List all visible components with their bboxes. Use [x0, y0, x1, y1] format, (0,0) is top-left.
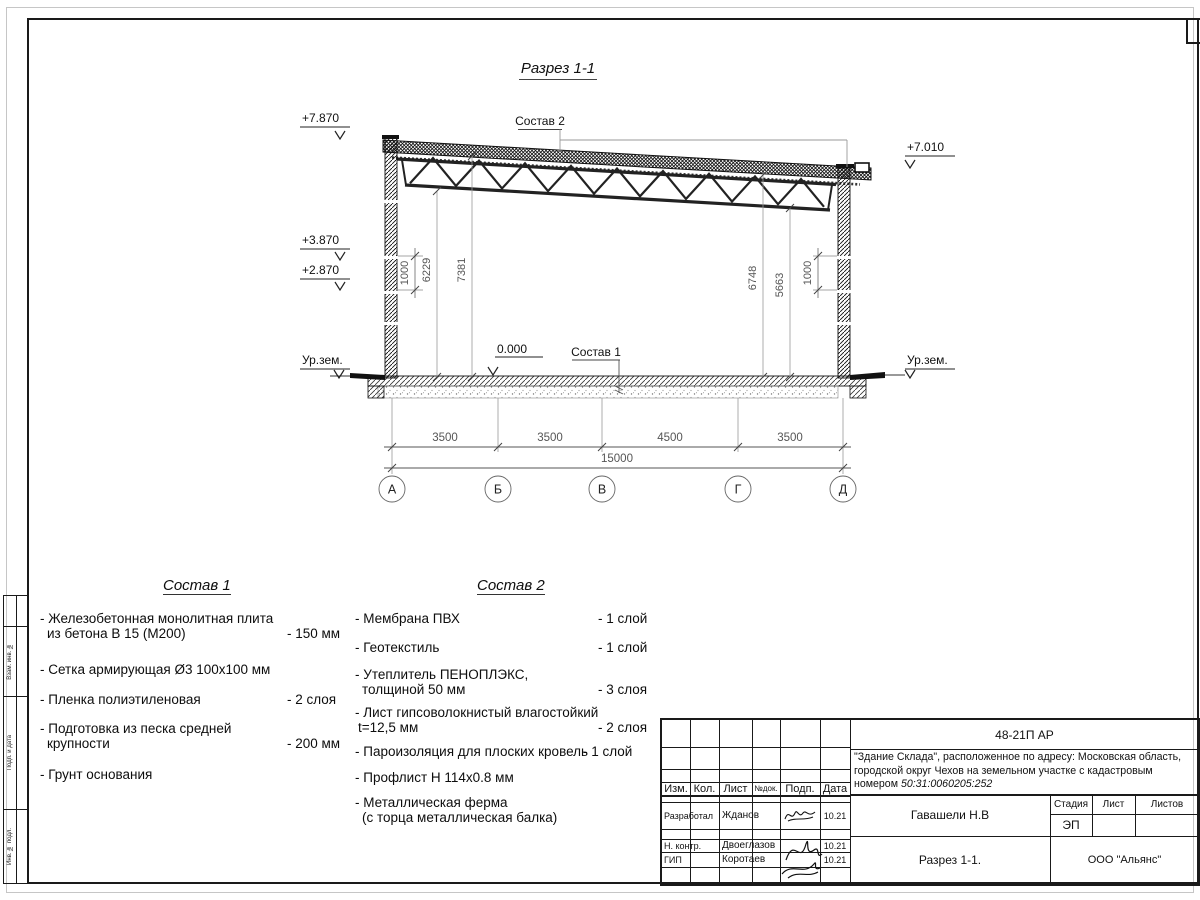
signature-gip [778, 832, 824, 882]
tb-line [662, 747, 850, 748]
dim-span-1: 3500 [432, 432, 458, 444]
left-wall-cap [382, 135, 399, 139]
sostav1-list [40, 578, 370, 782]
tb-name: Коротаев [722, 854, 766, 865]
axis-g: Г [734, 482, 742, 497]
tb-role: Н. контр. [664, 840, 702, 851]
right-wall-cap [836, 164, 854, 168]
item-text: - Геотекстиль [355, 640, 440, 655]
tb-date: 10.21 [823, 854, 847, 865]
elevation-ground-left [300, 353, 350, 378]
item-text: - Металлическая ферма [355, 795, 508, 810]
elevation-floor [488, 342, 543, 375]
list-item [355, 795, 685, 825]
strip-divider [16, 596, 17, 883]
elevation-arrow [905, 370, 915, 378]
tb-line [662, 829, 850, 830]
tb-chief: Гавашели Н.В [910, 808, 990, 822]
list-item [40, 721, 370, 751]
list-item [40, 692, 370, 707]
item-value: - 1 слой [598, 640, 648, 655]
tb-role: ГИП [664, 854, 682, 865]
tb-col-izm: Изм. [664, 782, 688, 795]
dim-total: 15000 [601, 453, 633, 465]
sostav2-list [355, 578, 685, 825]
elevation-arrow [905, 160, 915, 168]
elevation-value: Ур.зем. [907, 353, 948, 367]
left-wall [382, 135, 399, 378]
elevation-value: +7.870 [302, 111, 340, 125]
left-footing [368, 386, 384, 398]
dim-left-panel: 1000 [399, 260, 411, 286]
tb-date: 10.21 [823, 840, 847, 851]
floor-assembly [330, 372, 905, 398]
strip-cell-vzam [4, 626, 16, 696]
item-text: - Лист гипсоволокнистый влагостойкий [355, 705, 599, 720]
axis-a: А [387, 482, 397, 497]
elevation-value: +3.870 [302, 233, 340, 247]
item-value: - 1 слой [583, 744, 633, 759]
item-text: - Пароизоляция для плоских кровель [355, 744, 589, 759]
elevation-arrow [335, 131, 345, 139]
item-text: - Пленка полиэтиленовая [40, 692, 201, 707]
elevation-arrow [335, 252, 345, 260]
item-text: (с торца металлическая балка) [362, 810, 558, 825]
axis-b: Б [493, 482, 503, 497]
item-value: - 150 мм [287, 626, 341, 641]
signature-razrabotal [782, 804, 818, 826]
dim-right-lower: 5663 [774, 272, 786, 298]
item-text: - Грунт основания [40, 767, 153, 782]
tb-line [662, 795, 850, 797]
item-value: - 200 мм [287, 736, 341, 751]
list-item [355, 770, 685, 785]
elevation-roof-right [905, 140, 955, 168]
section-title: Разрез 1-1 [519, 60, 597, 80]
axis-bubbles [379, 476, 856, 502]
tb-name: Жданов [722, 810, 760, 821]
item-value: - 3 слоя [598, 682, 648, 697]
elevation-roof-left [300, 111, 350, 139]
tb-date: 10.21 [823, 810, 847, 821]
elevation-wall-upper [300, 233, 350, 260]
dim-right-inner: 6748 [747, 265, 759, 291]
elevation-value: Ур.зем. [302, 353, 343, 367]
sostav1-label: Состав 1 [571, 345, 621, 359]
tb-col-list: Лист [723, 782, 748, 795]
tb-project-description [854, 751, 1196, 792]
list-item [40, 611, 370, 641]
dim-span-4: 3500 [777, 432, 803, 444]
list-item [355, 744, 685, 759]
item-text: - Железобетонная монолитная плита [40, 611, 274, 626]
dim-left-inner: 6229 [421, 257, 433, 283]
sand-layer [378, 386, 838, 398]
tb-sheet-label: Лист [1102, 798, 1125, 810]
elevation-wall-lower [300, 263, 350, 290]
list-item [40, 662, 370, 677]
strip-cell-podp [4, 696, 16, 809]
item-value: - 1 слой [598, 611, 648, 626]
item-text: из бетона В 15 (М200) [47, 626, 186, 641]
cadastral-number: 50:31:0060205:252 [900, 778, 993, 790]
item-value: - 2 слоя [598, 720, 648, 735]
tb-col-ndok: №док. [754, 784, 778, 793]
list-item [355, 611, 685, 626]
tb-stage-value: ЭП [1062, 818, 1080, 832]
tb-doc-code: 48-21П АР [995, 727, 1054, 742]
tb-sheets-label: Листов [1150, 798, 1184, 810]
elevation-arrow [488, 367, 498, 375]
project-line: "Здание Склада", расположенное по адресу: Московская область, [854, 751, 1182, 763]
tb-col-data: Дата [822, 782, 848, 795]
sostav2-heading: Состав 2 [477, 577, 545, 594]
right-ground-wedge [850, 372, 885, 380]
list-item [40, 767, 370, 782]
item-text: толщиной 50 мм [362, 682, 466, 697]
strip-cell-inv [4, 809, 16, 883]
tb-doc-title: Разрез 1-1. [918, 853, 982, 867]
elevation-ground-right [905, 353, 955, 378]
item-text: - Мембрана ПВХ [355, 611, 460, 626]
elevation-value: +2.870 [302, 263, 340, 277]
tb-col-podp: Подп. [785, 782, 815, 795]
right-wall [836, 164, 854, 378]
elevation-value: +7.010 [907, 140, 945, 154]
dim-span-2: 3500 [537, 432, 563, 444]
axis-v: В [597, 482, 607, 497]
tb-company: ООО "Альянс" [1087, 854, 1162, 866]
project-line-prefix: номером [854, 778, 901, 790]
tb-stage-label: Стадия [1053, 798, 1089, 810]
item-text: t=12,5 мм [358, 720, 419, 735]
list-item [355, 705, 685, 735]
dim-right-panel: 1000 [802, 260, 814, 286]
dim-span-3: 4500 [657, 432, 683, 444]
dim-left-full: 7381 [456, 257, 468, 283]
tb-name: Двоеглазов [722, 840, 776, 851]
item-text: крупности [47, 736, 110, 751]
elevation-value: 0.000 [497, 342, 528, 356]
tb-role: Разработал [664, 810, 713, 821]
list-item [355, 640, 685, 655]
floor-slab [368, 376, 866, 386]
left-ground-wedge [350, 373, 385, 380]
title-block [660, 718, 1200, 886]
item-text: - Профлист Н 114х0.8 мм [355, 770, 514, 785]
horizontal-dimensions [384, 398, 851, 474]
strip-label: Инв. № подл. [7, 827, 13, 865]
roof-edge-detail [855, 163, 869, 172]
tb-line [662, 769, 850, 770]
project-line [854, 778, 1196, 792]
item-text: - Сетка армирующая Ø3 100х100 мм [40, 662, 271, 677]
project-line: городской округ Чехов на земельном участке с кадастровым [854, 764, 1153, 777]
strip-label: Подп. и дата [7, 734, 13, 771]
tb-col-kol: Кол. [693, 782, 716, 795]
strip-label: Взам. инв. № [7, 642, 13, 680]
axis-d: Д [838, 482, 848, 497]
elevation-arrow [335, 282, 345, 290]
item-text: - Утеплитель ПЕНОПЛЭКС, [355, 667, 529, 682]
item-text: - Подготовка из песка средней [40, 721, 232, 736]
tb-line [850, 749, 1199, 750]
left-stamp-strip [3, 595, 29, 884]
sostav1-heading: Состав 1 [163, 577, 231, 594]
right-footing [850, 386, 866, 398]
elevation-arrow [334, 370, 344, 378]
sostav2-label: Состав 2 [515, 114, 565, 128]
list-item [355, 667, 685, 697]
item-value: - 2 слоя [287, 692, 337, 707]
